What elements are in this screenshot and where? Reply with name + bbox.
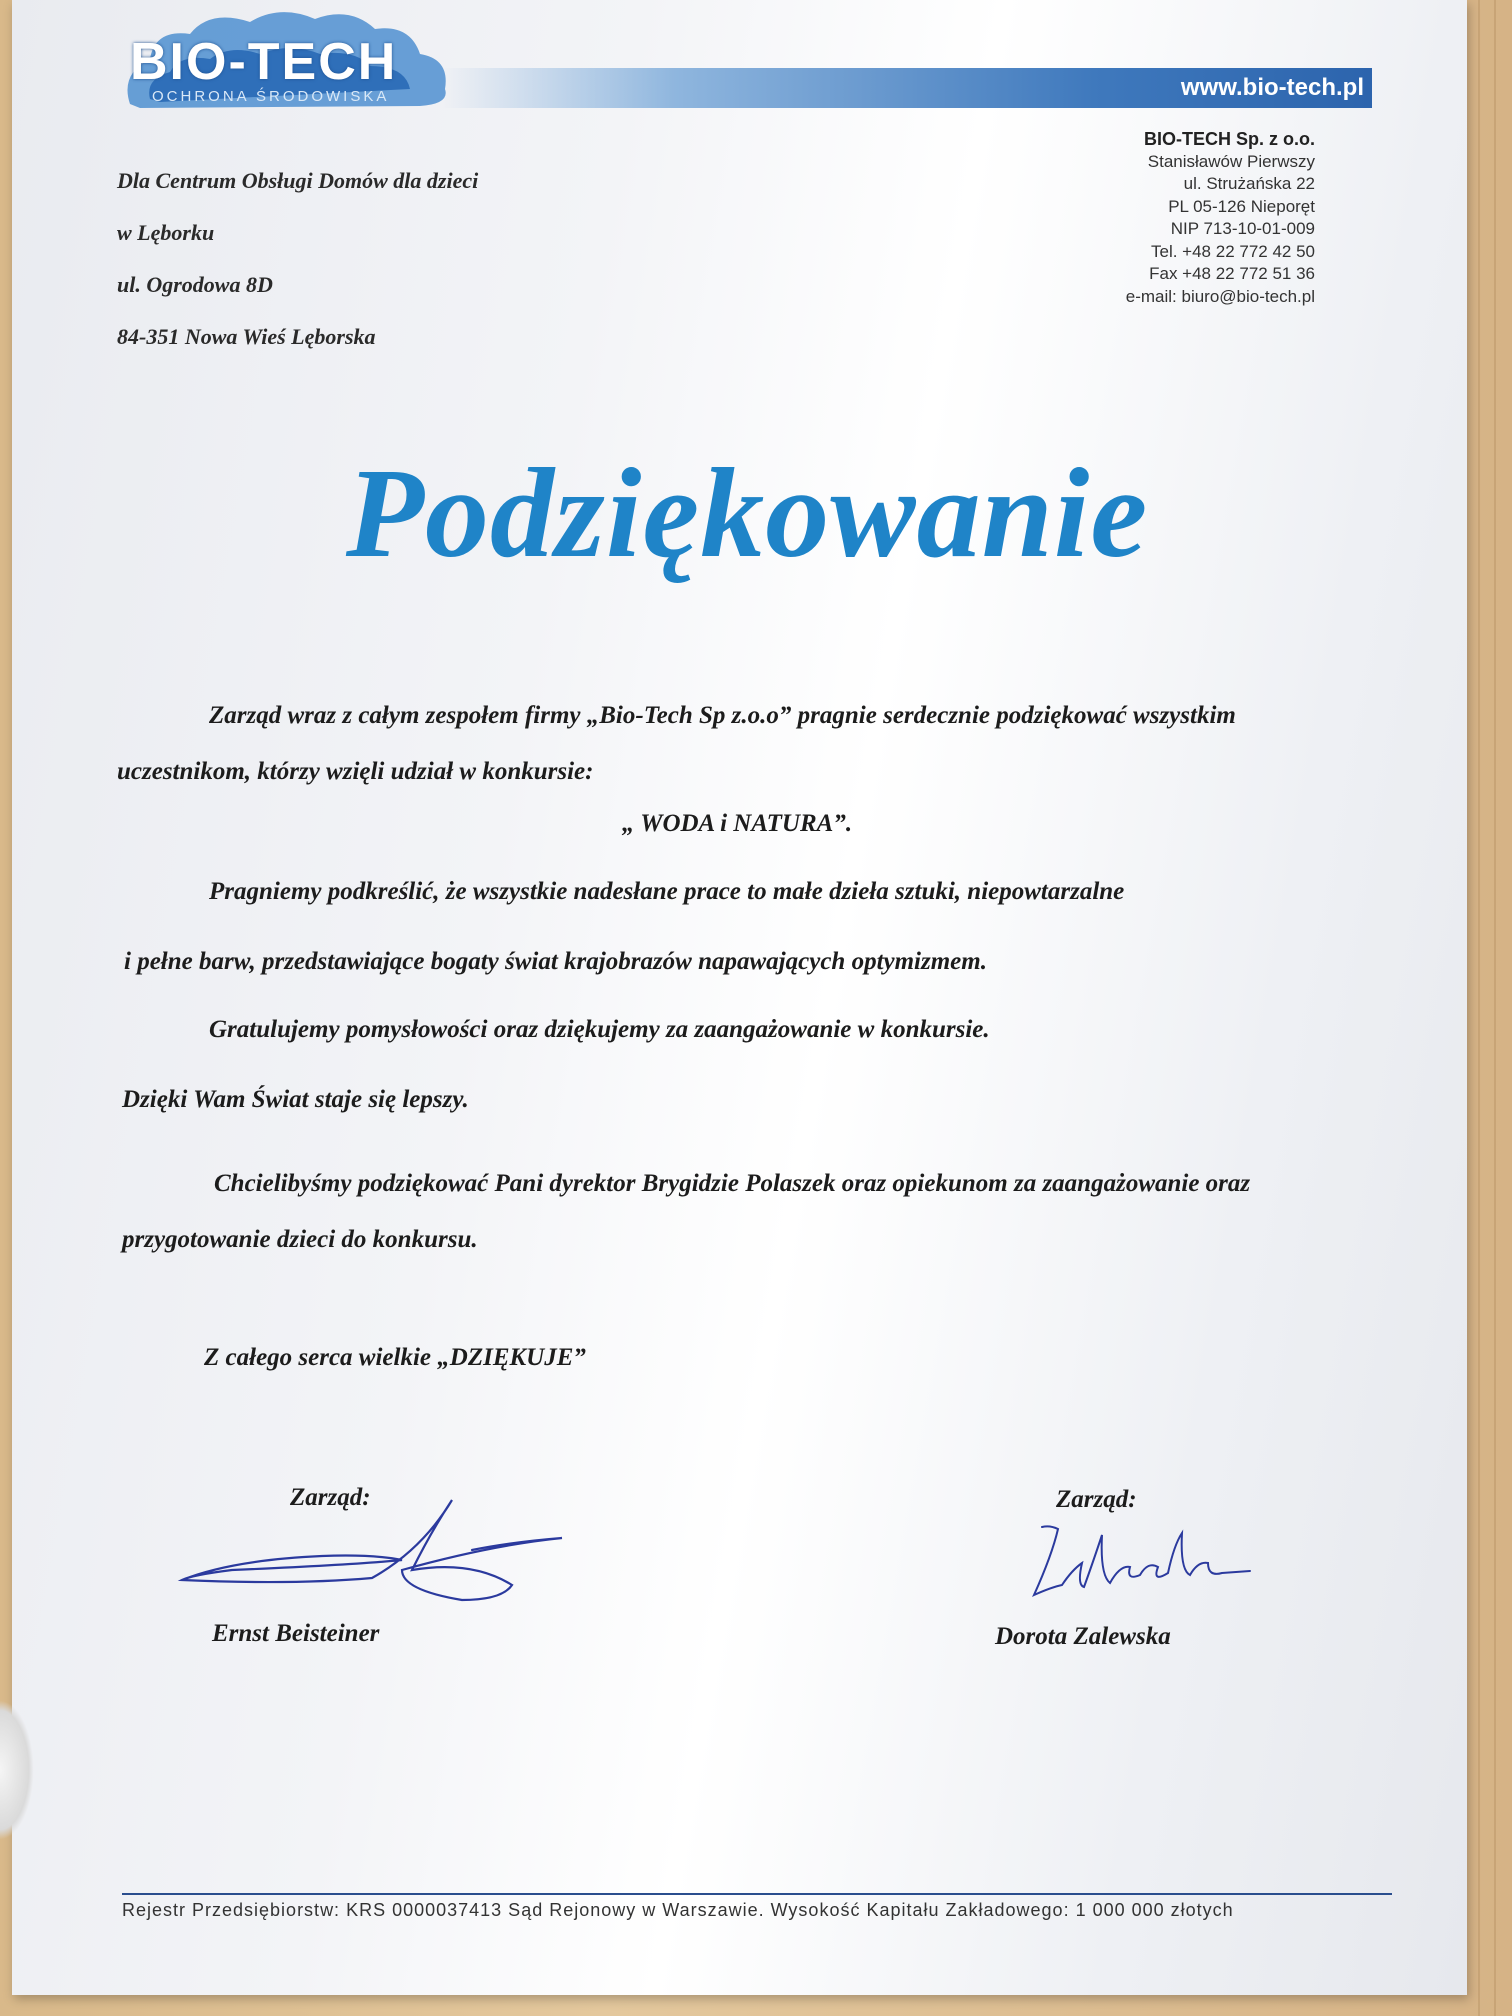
recipient-address — [117, 168, 478, 376]
company-name: BIO-TECH Sp. z o.o. — [1144, 129, 1315, 149]
paragraph-thanks-director: Chcielibyśmy podziękować Pani dyrektor Brygidzie Polaszek oraz opiekunom za zaangażowanie oraz przygotowanie dzieci do konkursu. — [122, 1170, 1251, 1253]
paragraph-intro: Zarząd wraz z całym zespołem firmy „Bio-Tech Sp z.o.o” pragnie serdecznie podziękować wszystkim uczestnikom, którzy wzięli udział w konkursie: — [117, 702, 1236, 785]
paragraph-better-world: Dzięki Wam Świat staje się lepszy. — [122, 1086, 469, 1113]
recipient-line: 84-351 Nowa Wieś Lęborska — [117, 324, 376, 349]
glove-edge — [0, 1700, 34, 1840]
company-line: ul. Strużańska 22 — [1183, 174, 1315, 193]
document-title: Podziękowanie — [345, 442, 1149, 584]
signer-name-left: Ernst Beisteiner — [212, 1620, 380, 1647]
paragraph-works: Pragniemy podkreślić, że wszystkie nadesłane prace to małe dzieła sztuki, niepowtarzalne — [209, 878, 1125, 905]
letter-page — [12, 0, 1467, 1995]
company-line: NIP 713-10-01-009 — [1170, 219, 1315, 238]
closing-line: Z całego serca wielkie „DZIĘKUJE” — [204, 1344, 586, 1371]
header-bar — [442, 68, 1372, 108]
company-line: PL 05-126 Nieporęt — [1168, 196, 1315, 216]
signature-left — [172, 1490, 592, 1610]
paragraph-works-cont: i pełne barw, przedstawiające bogaty świat krajobrazów napawających optymizmem. — [124, 948, 987, 975]
recipient-line: ul. Ogrodowa 8D — [117, 272, 273, 297]
paragraph-congrats: Gratulujemy pomysłowości oraz dziękujemy za zaangażowanie w konkursie. — [209, 1016, 990, 1043]
company-line: Fax +48 22 772 51 36 — [1149, 264, 1315, 283]
header-url: www.bio-tech.pl — [1180, 74, 1364, 101]
logo-subtext: OCHRONA ŚRODOWISKA — [152, 88, 390, 105]
company-line: Stanisławów Pierwszy — [1147, 151, 1315, 171]
recipient-line: w Lęborku — [117, 220, 215, 245]
footer-divider — [122, 1893, 1392, 1895]
recipient-line: Dla Centrum Obsługi Domów dla dzieci — [117, 168, 479, 193]
company-line: e-mail: biuro@bio-tech.pl — [1125, 286, 1315, 306]
contest-name: „ WODA i NATURA”. — [621, 810, 853, 837]
company-address — [1126, 128, 1315, 308]
signature-label-left: Zarząd: — [290, 1484, 371, 1511]
company-line: Tel. +48 22 772 42 50 — [1151, 241, 1315, 261]
footer-registry: Rejestr Przedsiębiorstw: KRS 0000037413 Sąd Rejonowy w Warszawie. Wysokość Kapitału Zakładowego: 1 000 000 złotych — [122, 1900, 1234, 1920]
signature-right — [1022, 1515, 1262, 1605]
signer-name-right: Dorota Zalewska — [995, 1623, 1171, 1650]
signature-label-right: Zarząd: — [1056, 1486, 1137, 1513]
logo-text: BIO-TECH — [130, 33, 398, 91]
